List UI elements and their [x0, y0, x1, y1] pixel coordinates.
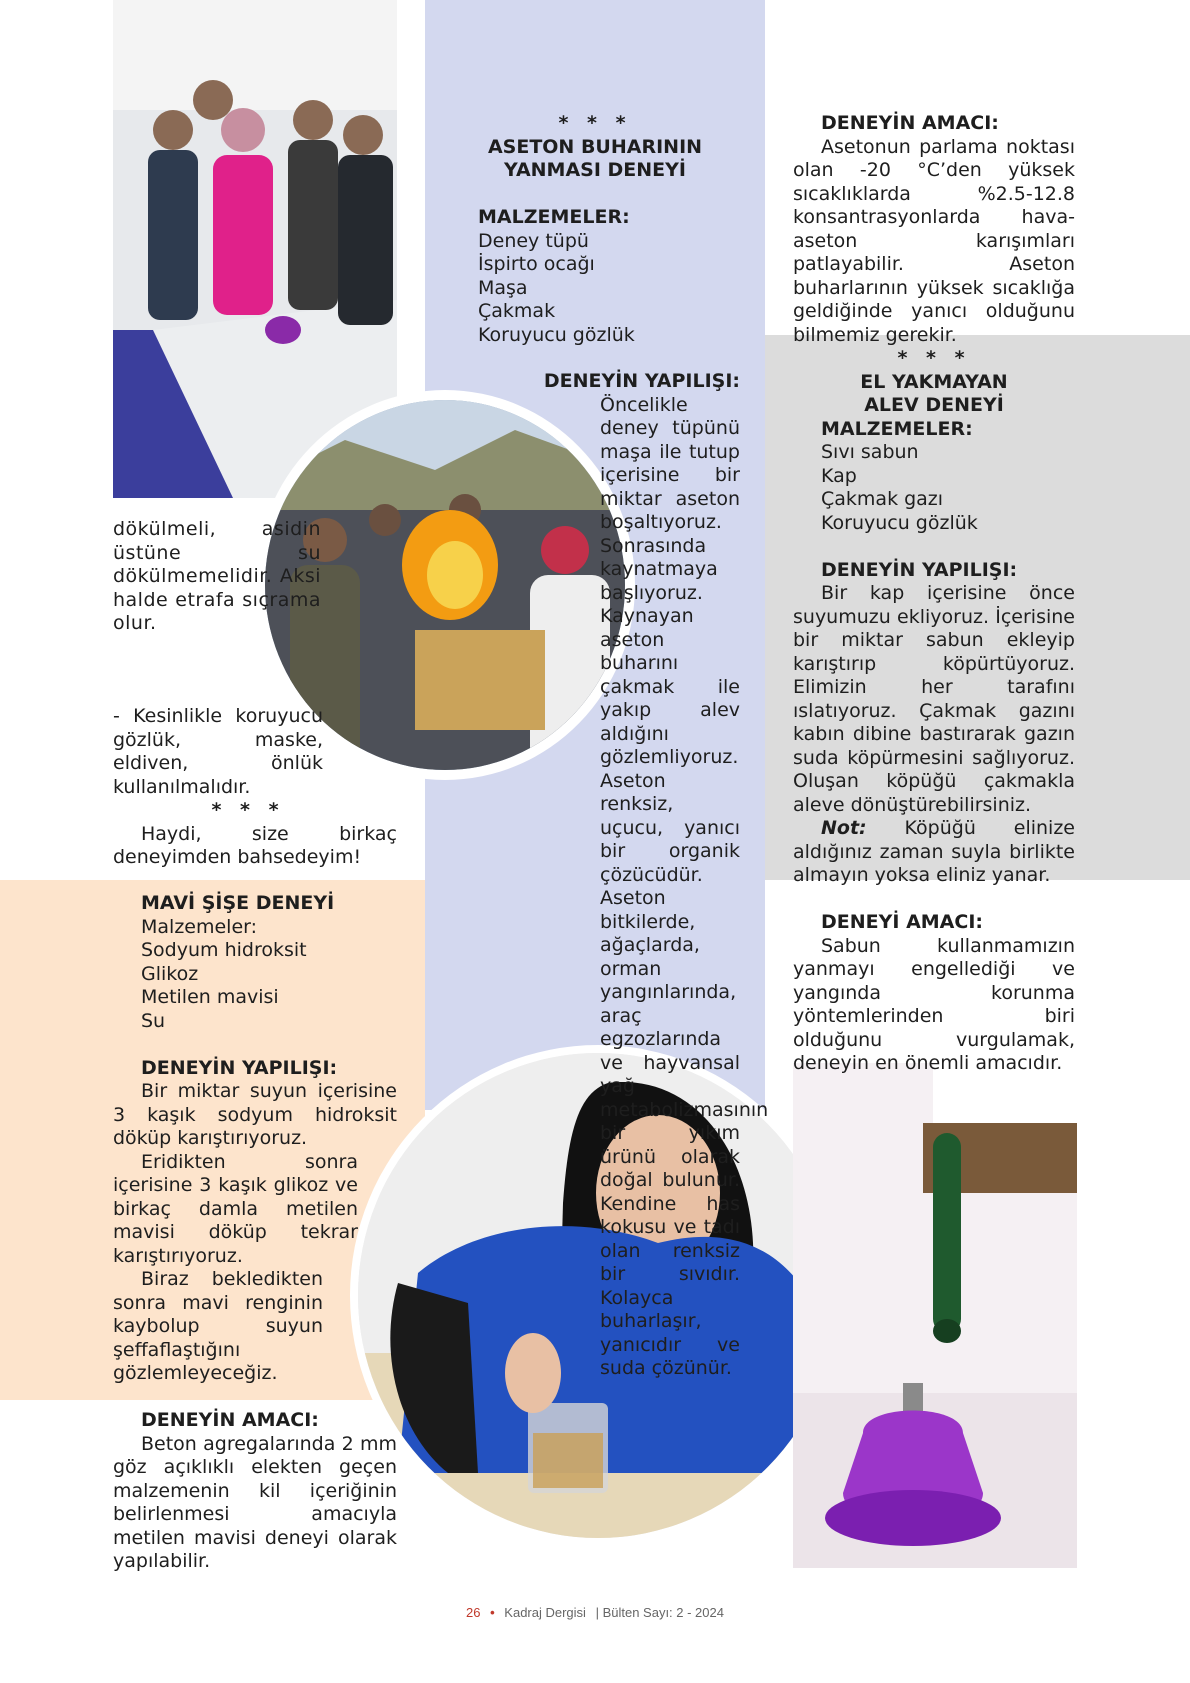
middle-column-procedure — [450, 370, 769, 1381]
right-stars: * * * — [897, 347, 971, 369]
aseton-aim-text: Asetonun parlama noktası olan -20 °C’den yüksek sıcaklıklarda %2.5-12.8 konsantrasyonlarda hava-aseton karışımları patlayabilir. Aseton buharlarının yüksek sıcaklığa geldiğinde yanıcı olduğunu bilmemiz gerekir. — [793, 135, 1075, 346]
issue-info: | Bülten Sayı: 2 - 2024 — [595, 1605, 724, 1620]
mavi-materials-label: Malzemeler: — [141, 915, 258, 938]
el-aim-text: Sabun kullanmamızın yanmayı engellediği ve yangında korunma yöntemlerinden biri olduğunu vurgulamak, deneyin en önemli amacıdır. — [793, 934, 1075, 1074]
aseton-title-line-1: ASETON BUHARININ — [487, 135, 703, 158]
intro-text: Haydi, size birkaç deneyimden bahsedeyim! — [113, 822, 397, 868]
el-material-3: Çakmak gazı — [821, 488, 944, 510]
el-aim-title: DENEYİ AMACI: — [821, 911, 984, 933]
el-procedure-text: Bir kap içerisine önce suyumuzu ekliyoruz. İçerisine bir miktar sabun ekleyip karıştırıp köpürtüyoruz. Elimizin her tarafını ıslatıyoruz. Çakmak gazını kabın dibine bastırarak gazın suda köpürmesini sağlıyoruz. Oluşan köpüğü çakmakla aleve dönüştürebilirsiniz. — [793, 582, 1075, 816]
mavi-procedure-2: Eridikten sonra içerisine 3 kaşık glikoz ve birkaç damla metilen mavisi döküp tekrar karıştırıyoruz. — [113, 1150, 358, 1267]
el-material-4: Koruyucu gözlük — [821, 511, 978, 534]
aseton-procedure-title: DENEYİN YAPILIŞI: — [543, 370, 740, 392]
el-title-line-1: EL YAKMAYAN — [860, 370, 1008, 393]
mavi-sise-section — [113, 892, 397, 1574]
mavi-material-4: Su — [141, 1009, 166, 1032]
el-title-line-2: ALEV DENEYİ — [864, 394, 1004, 416]
right-column — [793, 112, 1075, 1076]
left-column-mid — [113, 705, 397, 870]
aseton-materials-title: MALZEMELER: — [478, 206, 630, 228]
section-stars: * * * — [211, 799, 285, 821]
aseton-aim-title: DENEYİN AMACI: — [821, 112, 999, 134]
left-column-top — [113, 518, 321, 636]
aseton-material-2: İspirto ocağı — [478, 253, 595, 275]
continuation-text: dökülmeli, asidin üstüne su dökülmemelidir. Aksi halde etrafa sıçrama olur. — [113, 518, 321, 634]
mavi-procedure-title: DENEYİN YAPILIŞI: — [141, 1056, 338, 1079]
mavi-procedure-3: Biraz bekledikten sonra mavi renginin kaybolup suyun şeffaflaştığını gözlemleyeceğiz. — [113, 1268, 323, 1384]
aseton-material-4: Çakmak — [478, 300, 556, 322]
magazine-name: Kadraj Dergisi — [504, 1605, 586, 1620]
mavi-material-2: Glikoz — [141, 962, 199, 985]
el-note — [793, 817, 1075, 888]
mavi-aim-title: DENEYİN AMACI: — [141, 1409, 319, 1431]
aseton-material-3: Maşa — [478, 276, 528, 299]
aseton-procedure-text: Öncelikle deney tüpünü maşa ile tutup içerisine bir miktar aseton boşaltıyoruz. Sonrasında kaynatmaya başlıyoruz. Kaynayan aseton buharını çakmak ile yakıp alev aldığını gözlemliyoruz. Aseton renksiz, uçucu, yanıcı bir organik çözücüdür. Aseton bitkilerde, ağaçlarda, orman yangınlarında, araç egzozlarında ve hayvansal yağ metabolizmasının bir yıkım ürünü olarak doğal bulunur. Kendine has kokusu ve tadı olan renksiz bir sıvıdır. Kolayca buharlaşır, yanıcıdır ve suda çözünür. — [600, 393, 769, 1379]
aseton-material-5: Koruyucu gözlük — [478, 323, 635, 346]
page-footer — [0, 1605, 1190, 1620]
el-material-1: Sıvı sabun — [821, 441, 919, 463]
middle-stars: * * * — [558, 112, 632, 134]
mavi-material-3: Metilen mavisi — [141, 986, 279, 1008]
mavi-material-1: Sodyum hidroksit — [141, 939, 307, 961]
mavi-aim-text: Beton agregalarında 2 mm göz açıklıklı elekten geçen malzemenin kil içeriğinin belirlenmesi amacıyla metilen mavisi deneyi olarak yapılabilir. — [113, 1432, 397, 1572]
aseton-material-1: Deney tüpü — [478, 229, 589, 252]
el-note-text: Köpüğü elinize aldığınız zaman suyla birlikte almayın yoksa eliniz yanar. — [793, 817, 1075, 886]
el-material-2: Kap — [821, 464, 857, 487]
page-number: 26 — [466, 1605, 481, 1620]
middle-column-top — [450, 112, 740, 347]
safety-note: - Kesinlikle koruyucu gözlük, maske, eldiven, önlük kullanılmalıdır. — [113, 705, 323, 798]
footer-separator-dot: • — [490, 1605, 495, 1620]
aseton-title-line-2: YANMASI DENEYİ — [504, 159, 686, 181]
el-procedure-title: DENEYİN YAPILIŞI: — [821, 558, 1018, 581]
purple-alcohol-burner-photo — [793, 1063, 1077, 1568]
mavi-sise-title: MAVİ ŞİŞE DENEYİ — [141, 892, 335, 914]
el-note-label: Not: — [821, 817, 867, 839]
el-materials-title: MALZEMELER: — [821, 417, 973, 440]
mavi-procedure-1: Bir miktar suyun içerisine 3 kaşık sodyum hidroksit döküp karıştırıyoruz. — [113, 1080, 397, 1149]
